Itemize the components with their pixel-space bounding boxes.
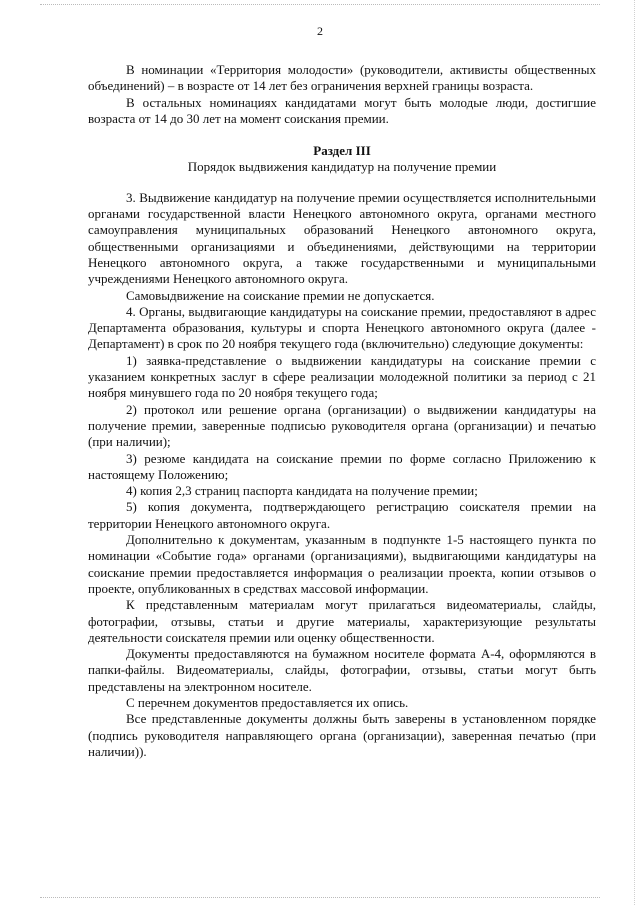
section-subtitle: Порядок выдвижения кандидатур на получение премии [187, 159, 497, 175]
paragraph-event-of-year: Дополнительно к документам, указанным в подпункте 1-5 настоящего пункта по номинации «Событие года» органами (организациями), выдвигающими кандидатуры на соискание премии предоставляется информация о реализации проекта, копии отзывов о проекте, опубликованных в средствах массовой информации. [88, 532, 596, 596]
scan-edge-bottom [40, 897, 600, 899]
list-item-passport-copy: 4) копия 2,3 страниц паспорта кандидата на получение премии; [126, 483, 478, 499]
paragraph-age-other-nominations: В остальных номинациях кандидатами могут быть молодые люди, достигшие возраста от 14 до 30 лет на момент соискания премии. [88, 94, 596, 126]
paragraph-documents-intro: 4. Органы, выдвигающие кандидатуры на соискание премии, предоставляют в адрес Департамента образования, культуры и спорта Ненецкого автономного округа (далее - Департамент) в срок по 20 ноября текущего года (включительно) следующие документы: [88, 303, 596, 352]
paragraph-self-nomination: Самовыдвижение на соискание премии не допускается. [126, 287, 435, 303]
paragraph-certification: Все представленные документы должны быть заверены в установленном порядке (подпись руководителя направляющего органа (организации), заверенная печатью (при наличии)). [88, 711, 596, 759]
paragraph-document-format: Документы предоставляются на бумажном носителе формата А-4, оформляются в папки-файлы. Видеоматериалы, слайды, фотографии, отзывы, статьи могут быть представлены на электронном носителе. [88, 646, 596, 694]
scan-edge-top [40, 4, 600, 6]
paragraph-age-territory-youth: В номинации «Территория молодости» (руководители, активисты общественных объединений) – в возрасте от 14 лет без ограничения верхней границы возраста. [88, 62, 596, 94]
paragraph-supplementary-materials: К представленным материалам могут прилагаться видеоматериалы, слайды, фотографии, отзывы, статьи и другие материалы, характеризующие результаты деятельности соискателя премии или оценку общественности. [88, 597, 596, 645]
page-number: 2 [317, 24, 323, 38]
paragraph-document-inventory: С перечнем документов предоставляется их опись. [126, 694, 409, 710]
list-item-protocol: 2) протокол или решение органа (организации) о выдвижении кандидатуры на получение премии, заверенные подписью руководителя органа (организации) и печатью (при наличии); [88, 401, 596, 450]
document-body [88, 62, 596, 760]
section-title: Раздел III [313, 143, 371, 159]
scan-edge-right [634, 0, 636, 905]
list-item-application: 1) заявка-представление о выдвижении кандидатуры на соискание премии с указанием конкретных заслуг в сфере реализации молодежной политики за период с 21 ноября минувшего года по 20 ноября текущего года; [88, 352, 596, 401]
paragraph-nomination-bodies: 3. Выдвижение кандидатур на получение премии осуществляется исполнительными органами государственной власти Ненецкого автономного округа, органами местного самоуправления муниципальных образований Ненецкого автономного округа, общественными организациями и объединениями, действующими на территории Ненецкого автономного округа, а также государственными и муниципальными учреждениями Ненецкого автономного округа. [88, 189, 596, 287]
list-item-registration-copy: 5) копия документа, подтверждающего регистрацию соискателя премии на территории Ненецкого автономного округа. [88, 499, 596, 531]
list-item-resume: 3) резюме кандидата на соискание премии по форме согласно Приложению к настоящему Положению; [88, 450, 596, 482]
